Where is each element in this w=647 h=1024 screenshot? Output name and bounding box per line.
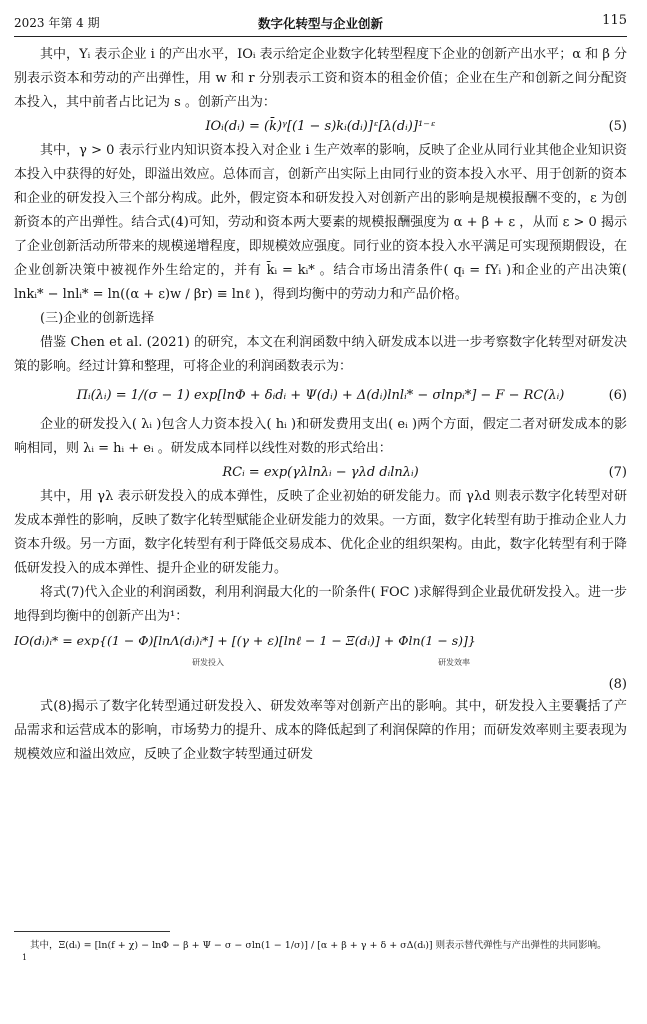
equation-5-number: (5) (608, 119, 627, 134)
equation-7-formula: RCᵢ = exp(γλlnλᵢ − γλd dᵢlnλᵢ) (222, 465, 419, 480)
paragraph-2: 其中，γ > 0 表示行业内知识资本投入对企业 i 生产效率的影响，反映了企业从同行业其他企业知识资本投入中获得的好处，即溢出效应。总体而言，创新产出实际上由同行业的资本投入水平、用于创新的资本和企业的研发投入三个部分构成。此外，假定资本和研发投入对创新产出的影响是规模报酬不变的，ε 为创新资本的产出弹性。结合式(4)可知，劳动和资本两大要素的规模报酬强度为 α + β + ε ，从而 ε > 0 揭示了企业创新活动所带来的规模递增程度，即规模效应强度。同行业的资本投入水平满足可实现预期假设，在企业创新决策中被视作外生给定的，并有 k̄ᵢ = kᵢ* 。结合市场出清条件( qᵢ = fYᵢ )和企业的产出决策( lnkᵢ* − lnlᵢ* = ln((α + ε)w / βr) ≡ lnℓ )，得到均衡中的劳动力和产品价格。 (14, 143, 627, 302)
section-heading: (三)企业的创新选择 (40, 311, 155, 326)
header-rule (14, 36, 627, 37)
page-number: 115 (602, 13, 627, 28)
paragraph-6: 将式(7)代入企业的利润函数，利用利润最大化的一阶条件( FOC )求解得到企业最优研发投入。进一步地得到均衡中的创新产出为¹： (14, 585, 627, 624)
equation-8-number-row (14, 669, 627, 695)
equation-8-label-rd-input: 研发投入 (192, 658, 224, 667)
paragraph-1: 其中，Yᵢ 表示企业 i 的产出水平，IOᵢ 表示给定企业数字化转型程度下企业的创新产出水平；α 和 β 分别表示资本和劳动的产出弹性，用 w 和 r 分别表示工资和资本的租金价值；企业在生产和创新之间分配资本投入，其中前者占比记为 s 。创新产出为： (14, 47, 627, 110)
paragraph-3: 借鉴 Chen et al. (2021) 的研究，本文在利润函数中纳入研发成本以进一步考察数字化转型对研发决策的影响。经过计算和整理，可将企业的利润函数表示为： (14, 335, 627, 374)
equation-8-number: (8) (608, 677, 627, 692)
equation-7 (14, 461, 627, 485)
paragraph-4: 企业的研发投入( λᵢ )包含人力资本投入( hᵢ )和研发费用支出( eᵢ )两个方面，假定二者对研发成本的影响相同，则 λᵢ = hᵢ + eᵢ 。研发成本同样以线性对数的形式给出： (14, 417, 627, 456)
equation-8 (14, 629, 627, 669)
running-header (14, 14, 627, 34)
footnote-text: 其中，Ξ(dᵢ) = [ln(f + χ) − lnΦ − β + Ψ − σ − σln(1 − 1/σ)] / [α + β + γ + δ + σΔ(dᵢ)] 则表示替代弹性与产出弹性的共同影响。 (30, 940, 607, 951)
equation-6-number: (6) (608, 388, 627, 403)
main-body (14, 43, 627, 767)
paragraph-7: 式(8)揭示了数字化转型通过研发投入、研发效率等对创新产出的影响。其中，研发投入主要囊括了产品需求和运营成本的影响，市场势力的提升、成本的降低起到了利润保障的作用；而研发效率则主要表现为规模效应和溢出效应，反映了企业数字转型通过研发 (14, 699, 627, 762)
equation-7-number: (7) (608, 465, 627, 480)
equation-8-formula: IO(dᵢ)ᵢ* = exp{(1 − Φ)[lnΛ(dᵢ)ᵢ*] + [(γ + ε)[lnℓ − 1 − Ξ(dᵢ)] + Φln(1 − s)]} (14, 633, 476, 648)
running-title: 数字化转型与企业创新 (257, 16, 383, 31)
equation-6 (14, 379, 627, 413)
equation-5 (14, 115, 627, 139)
equation-5-formula: IOᵢ(dᵢ) = (k̄)ᵞ[(1 − s)kᵢ(dᵢ)]ᵋ[λ(dᵢ)]¹⁻ᵋ (205, 119, 436, 134)
footnote (22, 938, 627, 962)
paragraph-5: 其中，用 γλ 表示研发投入的成本弹性，反映了企业初始的研发能力。而 γλd 则表示数字化转型对研发成本弹性的影响，反映了数字化转型赋能企业研发能力的效果。一方面，数字化转型有助于推动企业人力资本升级。另一方面，数字化转型有利于降低交易成本、优化企业的组织架构。由此，数字化转型有利于降低研发投入的成本弹性、提升企业的研发能力。 (14, 489, 627, 576)
footnote-mark: 1 (22, 953, 28, 962)
equation-6-formula: Πᵢ(λᵢ) = 1/(σ − 1) exp[lnΦ + δᵢdᵢ + Ψ(dᵢ) + Δ(dᵢ)lnlᵢ* − σlnpᵢ*] − F − RC(λᵢ) (76, 388, 565, 403)
equation-8-label-rd-efficiency: 研发效率 (438, 658, 470, 667)
issue-label: 2023 年第 4 期 (14, 16, 100, 30)
footnote-rule (14, 931, 170, 932)
